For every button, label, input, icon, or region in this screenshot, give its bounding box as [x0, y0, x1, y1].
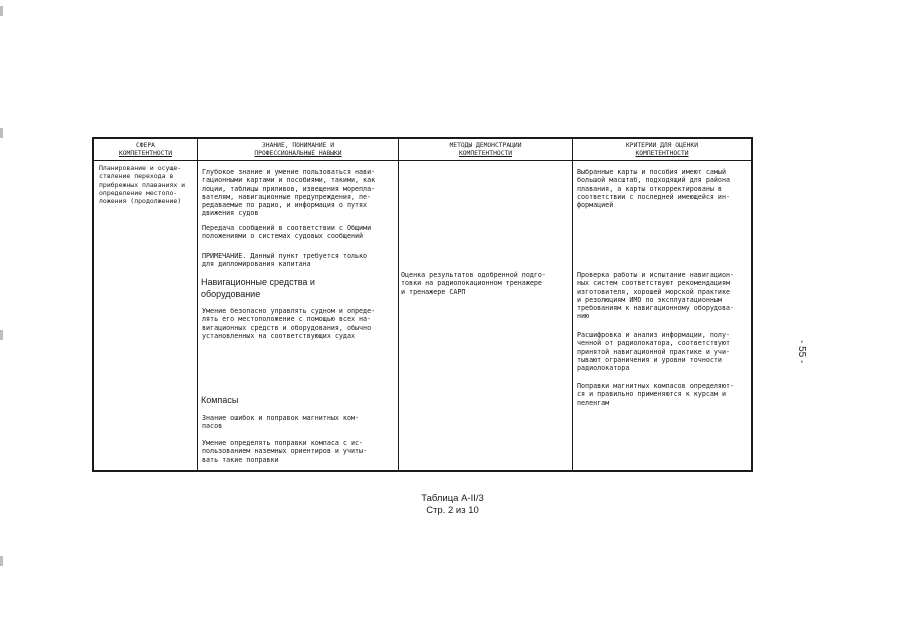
column-divider: [398, 139, 399, 470]
knowledge-reporting: Передача сообщений в соответствии с Общими положениями о системах судовых сообщений: [202, 224, 372, 241]
header-sphere-line1: СФЕРА: [136, 142, 155, 149]
header-knowledge-line1: ЗНАНИЕ, ПОНИМАНИЕ И: [261, 142, 335, 149]
scan-edge-mark: [0, 128, 3, 138]
criteria-charts: Выбранные карты и пособия имеют самый большой масштаб, подходящий для района плавания, а карты откорректированы в соответствии с последней имеющейся ин- формацией: [577, 168, 730, 210]
criteria-nav-systems: Проверка работы и испытание навигацион- ных систем соответствуют рекомендациям изготовителя, хорошей морской практике и резолюциям ИМО по эксплуатационным требованиям к навигационному оборудова- нию: [577, 271, 735, 321]
header-criteria: [573, 142, 751, 160]
header-criteria-line1: КРИТЕРИИ ДЛЯ ОЦЕНКИ: [625, 142, 699, 149]
knowledge-nav-aids: Умение безопасно управлять судном и опреде- лять его местоположение с помощью всех на- вигационных средств и оборудования, обычно установленных на соответствующих судах: [202, 307, 376, 340]
knowledge-subheading-compasses: Компасы: [201, 395, 239, 405]
table-caption: Таблица А-II/3: [421, 493, 484, 504]
header-knowledge-line2: ПРОФЕССИОНАЛЬНЫЕ НАВЫКИ: [254, 150, 342, 157]
page-number: - 55 -: [796, 340, 807, 364]
header-methods-line1: МЕТОДЫ ДЕМОНСТРАЦИИ: [449, 142, 522, 149]
scan-edge-mark: [0, 6, 3, 16]
knowledge-compass-corrections: Умение определять поправки компаса с ис- пользованием наземных ориентиров и учиты- вать такие поправки: [202, 439, 368, 464]
competence-table: [92, 137, 753, 472]
column-divider: [572, 139, 573, 470]
criteria-compass: Поправки магнитных компасов определяют- ся и правильно применяются к курсам и пеленгам: [577, 382, 735, 407]
page-counter: Стр. 2 из 10: [426, 505, 479, 516]
criteria-radar: Расшифровка и анализ информации, полу- ченной от радиолокатора, соответствуют принятой навигационной практике и учи- тывают ограничения и уровни точности радиолокатора: [577, 331, 730, 373]
header-methods-line2: КОМПЕТЕНТНОСТИ: [458, 150, 513, 157]
methods-cell: Оценка результатов одобренной подго- товки на радиолокационном тренажере и тренажере САРП: [401, 271, 546, 296]
header-knowledge: [198, 142, 398, 160]
sphere-cell: Планирование и осуще- ствление перехода в прибрежных плаваниях и определение местопо- ложения (продолжение): [99, 164, 186, 206]
column-divider: [197, 139, 198, 470]
scan-edge-mark: [0, 330, 3, 340]
knowledge-compass-errors: Знание ошибок и поправок магнитных ком- пасов: [202, 414, 360, 431]
scan-edge-mark: [0, 556, 3, 566]
header-sphere-line2: КОМПЕТЕНТНОСТИ: [118, 150, 173, 157]
header-divider: [94, 160, 751, 161]
header-sphere: [94, 142, 197, 160]
knowledge-note: ПРИМЕЧАНИЕ. Данный пункт требуется только для дипломирования капитана: [202, 252, 368, 269]
knowledge-charts: Глубокое знание и умение пользоваться нави- гационными картами и пособиями, такими, как лоции, таблицы приливов, извещения морепла- вателям, навигационные предупреждения, пе- редаваемые по радио, и информация о путях движения судов: [202, 168, 376, 218]
header-methods: [399, 142, 572, 160]
header-criteria-line2: КОМПЕТЕНТНОСТИ: [635, 150, 689, 157]
knowledge-subheading-nav-aids: Навигационные средства и оборудование: [201, 277, 315, 299]
